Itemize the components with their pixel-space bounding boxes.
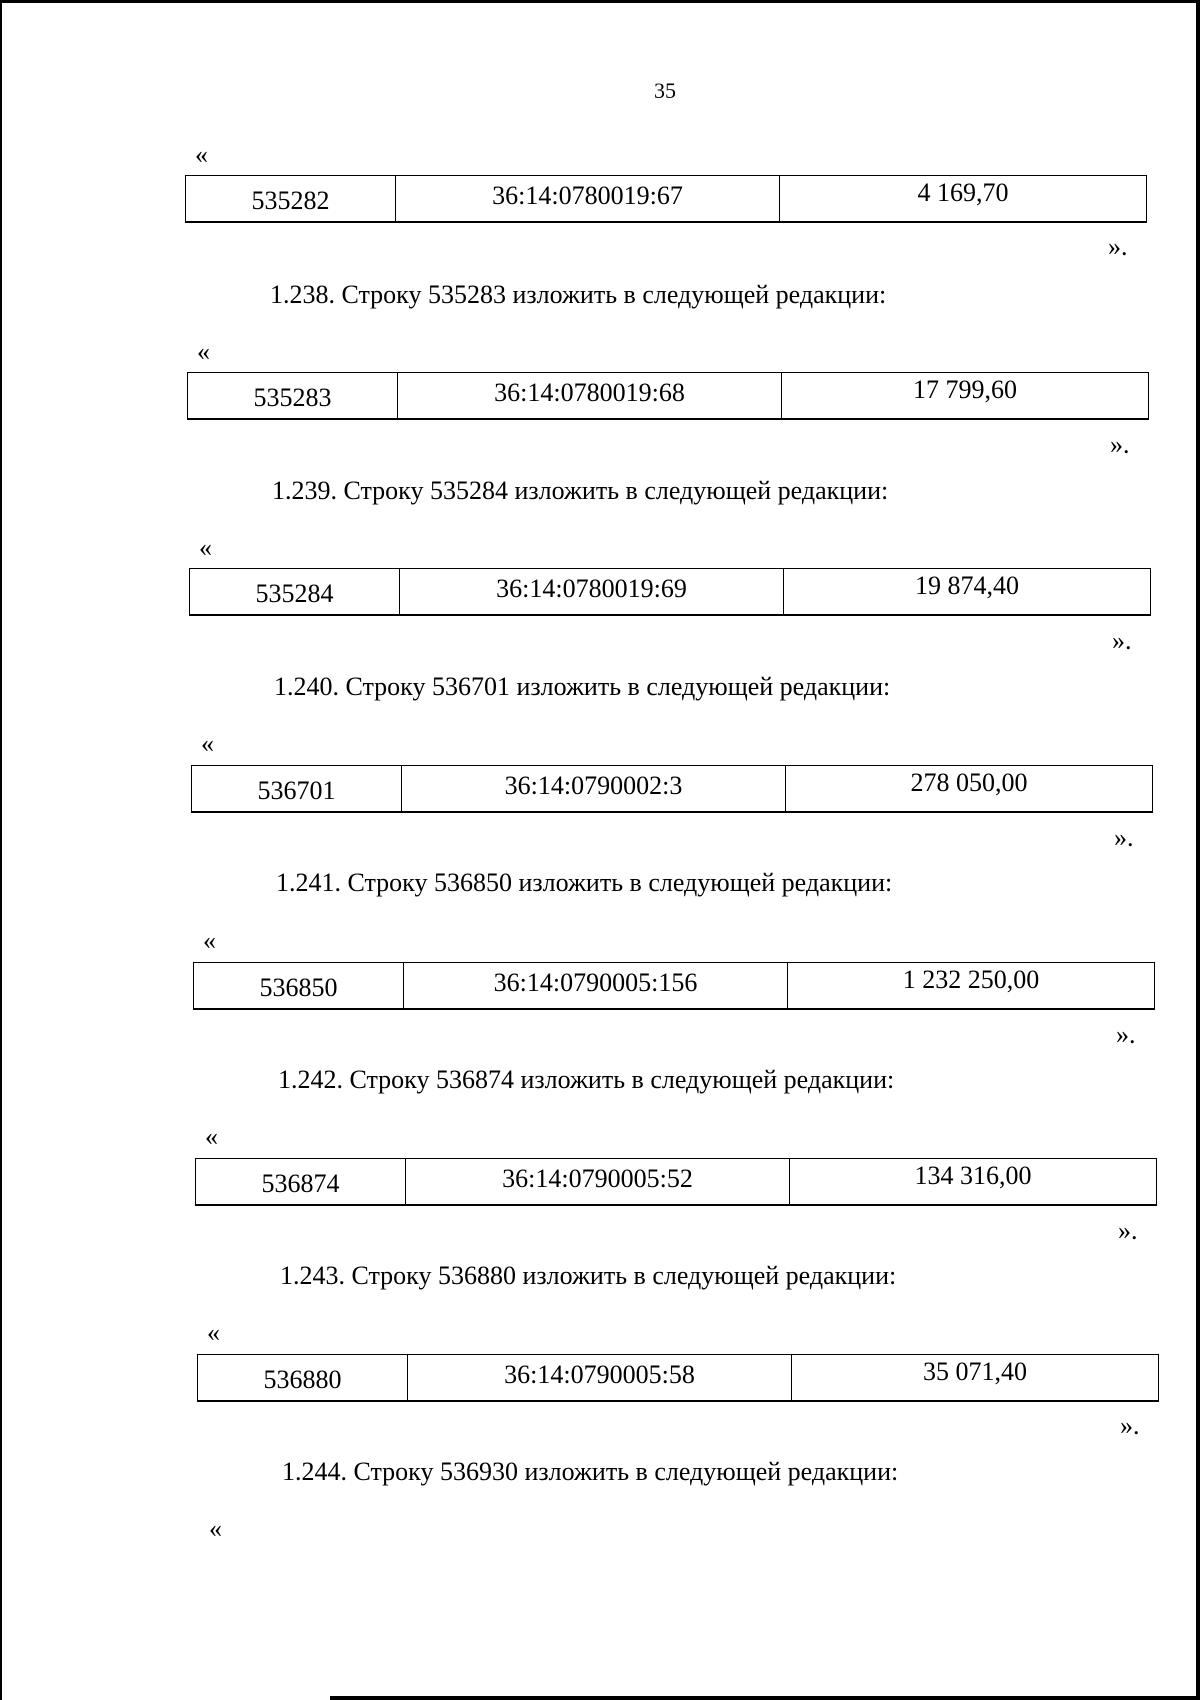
open-quote: « [195, 140, 208, 169]
table-row [185, 175, 1147, 223]
amendment-heading: 1.238. Строку 535283 изложить в следующей редакции: [270, 280, 887, 309]
cadastral-number-cell: 36:14:0790005:58 [408, 1355, 792, 1400]
close-quote: ». [1118, 1216, 1138, 1245]
open-quote: « [197, 337, 210, 366]
amendment-heading: 1.239. Строку 535284 изложить в следующей редакции: [272, 476, 889, 505]
cadastral-number-cell: 36:14:0790005:52 [406, 1159, 790, 1204]
close-quote: ». [1116, 1020, 1136, 1049]
row-number-cell: 536850 [194, 963, 404, 1008]
cadastral-number-cell: 36:14:0790005:156 [404, 963, 788, 1008]
table-row [195, 1158, 1157, 1206]
value-cell: 17 799,60 [913, 374, 1017, 404]
open-quote: « [199, 533, 212, 562]
open-quote: « [205, 1122, 218, 1151]
value-cell: 35 071,40 [923, 1356, 1027, 1386]
value-cell: 134 316,00 [914, 1160, 1032, 1190]
close-quote: ». [1108, 232, 1128, 261]
row-number-cell: 535282 [186, 176, 396, 221]
open-quote: « [207, 1318, 220, 1347]
value-cell: 1 232 250,00 [902, 964, 1040, 994]
amendment-heading: 1.242. Строку 536874 изложить в следующей редакции: [278, 1065, 895, 1094]
table-row [193, 962, 1155, 1010]
table-row [191, 765, 1153, 813]
open-quote: « [209, 1514, 222, 1543]
value-cell: 278 050,00 [910, 767, 1028, 797]
cadastral-number-cell: 36:14:0790002:3 [402, 766, 786, 811]
amendment-heading: 1.243. Строку 536880 изложить в следующей редакции: [280, 1261, 897, 1290]
value-cell: 19 874,40 [915, 570, 1019, 600]
page-number: 35 [654, 78, 676, 103]
open-quote: « [203, 926, 216, 955]
value-cell: 4 169,70 [917, 177, 1009, 207]
row-number-cell: 536874 [196, 1159, 406, 1204]
amendment-heading: 1.240. Строку 536701 изложить в следующей редакции: [274, 672, 891, 701]
open-quote: « [201, 729, 214, 758]
amendment-heading: 1.244. Строку 536930 изложить в следующей редакции: [282, 1457, 899, 1486]
cadastral-number-cell: 36:14:0780019:69 [400, 569, 784, 614]
cadastral-number-cell: 36:14:0780019:68 [398, 373, 782, 418]
amendment-heading: 1.241. Строку 536850 изложить в следующей редакции: [276, 868, 893, 897]
close-quote: ». [1112, 626, 1132, 655]
close-quote: ». [1120, 1411, 1140, 1440]
table-row [189, 568, 1151, 616]
close-quote: ». [1114, 823, 1134, 852]
table-row [187, 372, 1149, 420]
row-number-cell: 535284 [190, 569, 400, 614]
table-row [197, 1354, 1159, 1402]
cadastral-number-cell: 36:14:0780019:67 [396, 176, 780, 221]
row-number-cell: 535283 [188, 373, 398, 418]
row-number-cell: 536880 [198, 1355, 408, 1400]
close-quote: ». [1110, 430, 1130, 459]
row-number-cell: 536701 [192, 766, 402, 811]
